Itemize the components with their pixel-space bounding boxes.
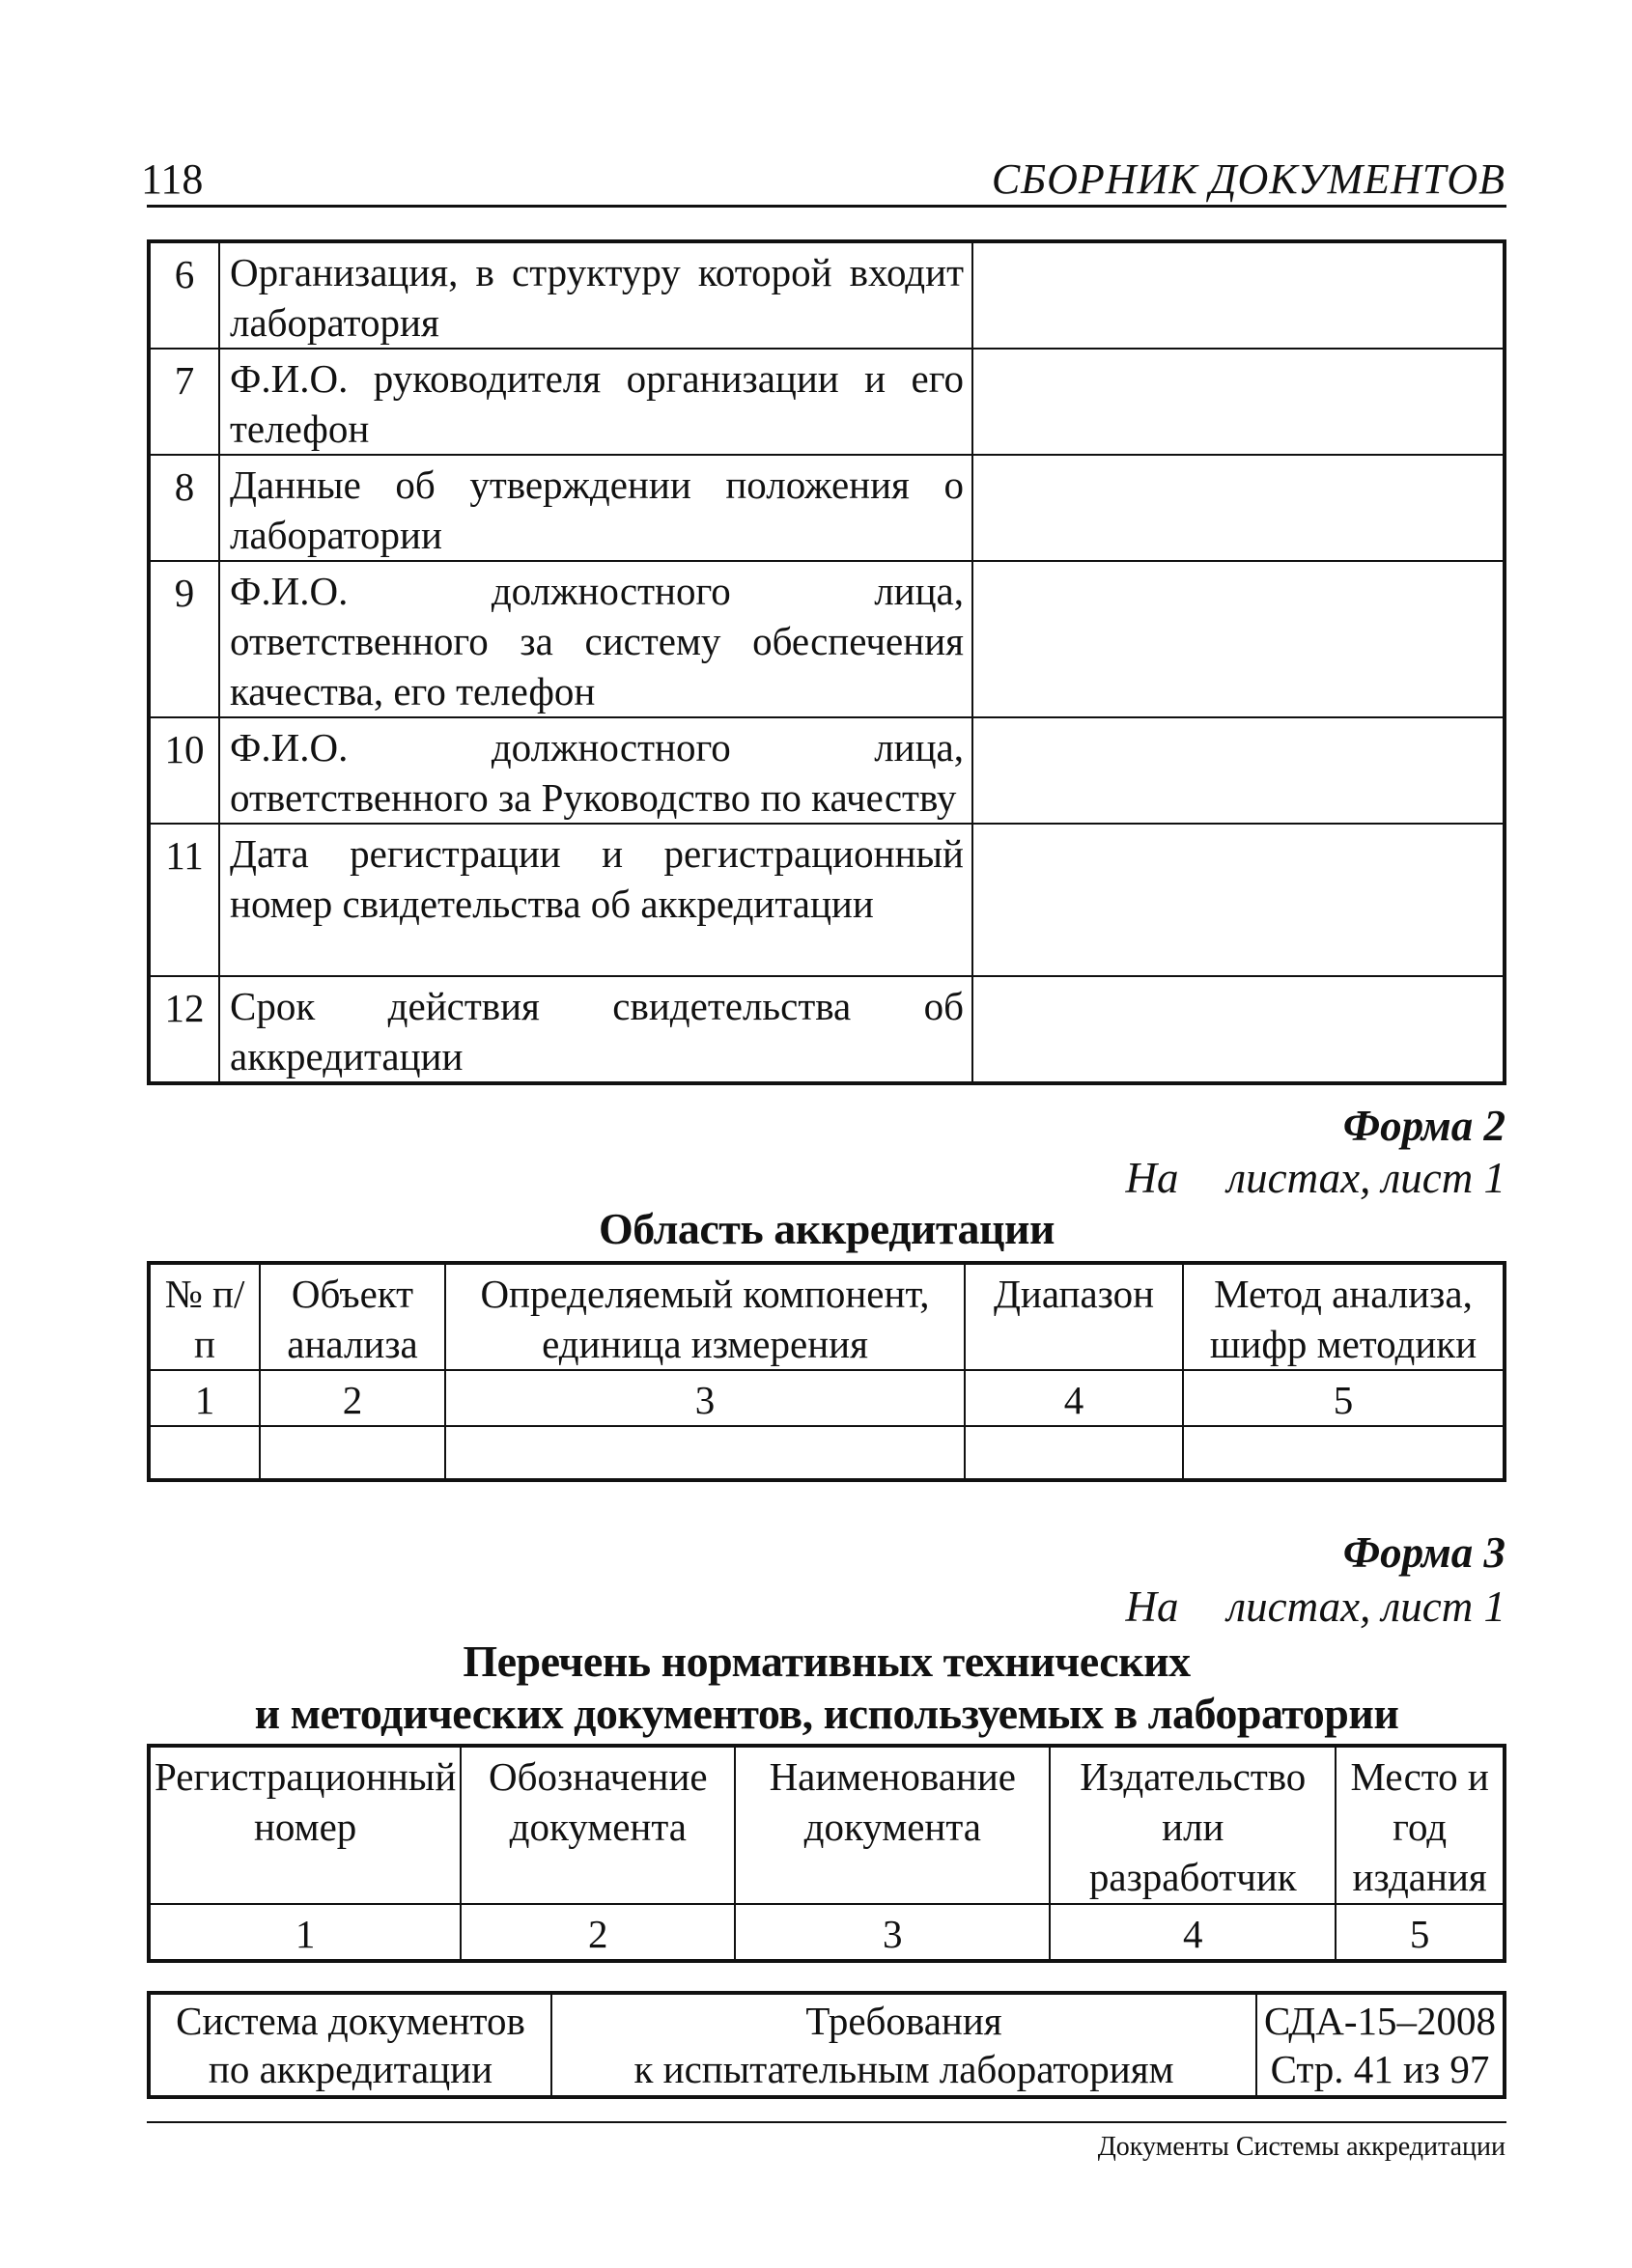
column-header: Определяемый компонент, единица измерения — [445, 1263, 965, 1370]
column-number: 4 — [965, 1370, 1183, 1426]
stamp-system-line1: Система документов — [176, 1999, 525, 2043]
column-number: 2 — [260, 1370, 445, 1426]
form2-sheet-prefix: На — [1125, 1154, 1179, 1202]
column-number: 5 — [1336, 1904, 1505, 1961]
stamp-requirements-line1: Требования — [805, 1999, 1002, 2043]
form2-table — [147, 1261, 1506, 1482]
column-number: 3 — [445, 1370, 965, 1426]
form3-table — [147, 1744, 1506, 1963]
table-row — [149, 1426, 1505, 1480]
footer-rule — [147, 2121, 1506, 2123]
form2-label: Форма 2 — [1342, 1102, 1505, 1150]
row-value-cell — [972, 717, 1505, 824]
page-footer: Документы Системы аккредитации — [1097, 2132, 1505, 2162]
column-header: Издательство или разработчик — [1050, 1746, 1336, 1904]
stamp-code: СДА-15–2008 — [1263, 1999, 1497, 2043]
column-number: 1 — [149, 1370, 260, 1426]
column-header: Диапазон — [965, 1263, 1183, 1370]
table-header-row — [149, 1746, 1505, 1904]
column-header: Наименование документа — [735, 1746, 1050, 1904]
table-row — [149, 561, 1505, 717]
column-number: 5 — [1183, 1370, 1505, 1426]
stamp-requirements-cell — [551, 1993, 1256, 2097]
page-number: 118 — [141, 155, 204, 203]
empty-cell — [149, 1426, 260, 1480]
table-row — [149, 455, 1505, 561]
row-text: Ф.И.О. должностного лица, ответственного за Руководство по качеству — [219, 717, 972, 824]
column-header: № п/п — [149, 1263, 260, 1370]
table-row — [149, 1904, 1505, 1961]
form3-title-line1: Перечень нормативных технических — [463, 1637, 1191, 1686]
column-header: Метод анализа, шифр методики — [1183, 1263, 1505, 1370]
row-number: 7 — [149, 349, 219, 455]
stamp-system-line2: по аккредитации — [208, 2047, 493, 2091]
table-row — [149, 824, 1505, 976]
running-title: СБОРНИК ДОКУМЕНТОВ — [991, 155, 1505, 203]
empty-cell — [445, 1426, 965, 1480]
row-text: Срок действия свидетельства об аккредитации — [219, 976, 972, 1083]
table-row — [149, 717, 1505, 824]
row-value-cell — [972, 349, 1505, 455]
form3-sheet-prefix: На — [1125, 1582, 1179, 1631]
form3-label: Форма 3 — [1342, 1528, 1505, 1577]
row-number: 8 — [149, 455, 219, 561]
column-header: Объект анализа — [260, 1263, 445, 1370]
column-number: 4 — [1050, 1904, 1336, 1961]
row-number: 11 — [149, 824, 219, 976]
form3-sheet-info — [1126, 1582, 1505, 1632]
form2-sheet-suffix: листах, лист 1 — [1226, 1154, 1505, 1202]
row-value-cell — [972, 241, 1505, 349]
row-text: Дата регистрации и регистрационный номер свидетельства об аккредитации — [219, 824, 972, 976]
row-text: Ф.И.О. должностного лица, ответственного за систему обеспечения качества, его телефон — [219, 561, 972, 717]
empty-cell — [260, 1426, 445, 1480]
stamp-page: Стр. 41 из 97 — [1270, 2047, 1490, 2091]
column-number: 3 — [735, 1904, 1050, 1961]
row-value-cell — [972, 976, 1505, 1083]
table-row — [149, 1993, 1505, 2097]
document-stamp-table — [147, 1991, 1506, 2099]
row-text: Организация, в структуру которой входит лаборатория — [219, 241, 972, 349]
header-rule — [147, 205, 1506, 208]
form3-sheet-suffix: листах, лист 1 — [1226, 1582, 1505, 1631]
stamp-system-cell — [149, 1993, 551, 2097]
table-header-row — [149, 1263, 1505, 1370]
table-row — [149, 1370, 1505, 1426]
column-header: Обозначение документа — [461, 1746, 735, 1904]
empty-cell — [1183, 1426, 1505, 1480]
row-number: 9 — [149, 561, 219, 717]
column-number: 1 — [149, 1904, 461, 1961]
form1-table — [147, 239, 1506, 1085]
row-value-cell — [972, 455, 1505, 561]
table-row — [149, 976, 1505, 1083]
form2-sheet-info — [1126, 1153, 1505, 1203]
table-row — [149, 349, 1505, 455]
row-number: 10 — [149, 717, 219, 824]
row-number: 6 — [149, 241, 219, 349]
form3-title-line2: и методических документов, используемых в лаборатории — [254, 1689, 1399, 1738]
row-value-cell — [972, 561, 1505, 717]
row-text: Ф.И.О. руководителя организации и его телефон — [219, 349, 972, 455]
column-header: Место и год издания — [1336, 1746, 1505, 1904]
row-number: 12 — [149, 976, 219, 1083]
row-value-cell — [972, 824, 1505, 976]
column-number: 2 — [461, 1904, 735, 1961]
column-header: Регистрационный номер — [149, 1746, 461, 1904]
stamp-code-cell — [1256, 1993, 1505, 2097]
form2-title: Область аккредитации — [598, 1204, 1055, 1253]
table-row — [149, 241, 1505, 349]
empty-cell — [965, 1426, 1183, 1480]
row-text: Данные об утверждении положения о лаборатории — [219, 455, 972, 561]
stamp-requirements-line2: к испытательным лабораториям — [633, 2047, 1174, 2091]
